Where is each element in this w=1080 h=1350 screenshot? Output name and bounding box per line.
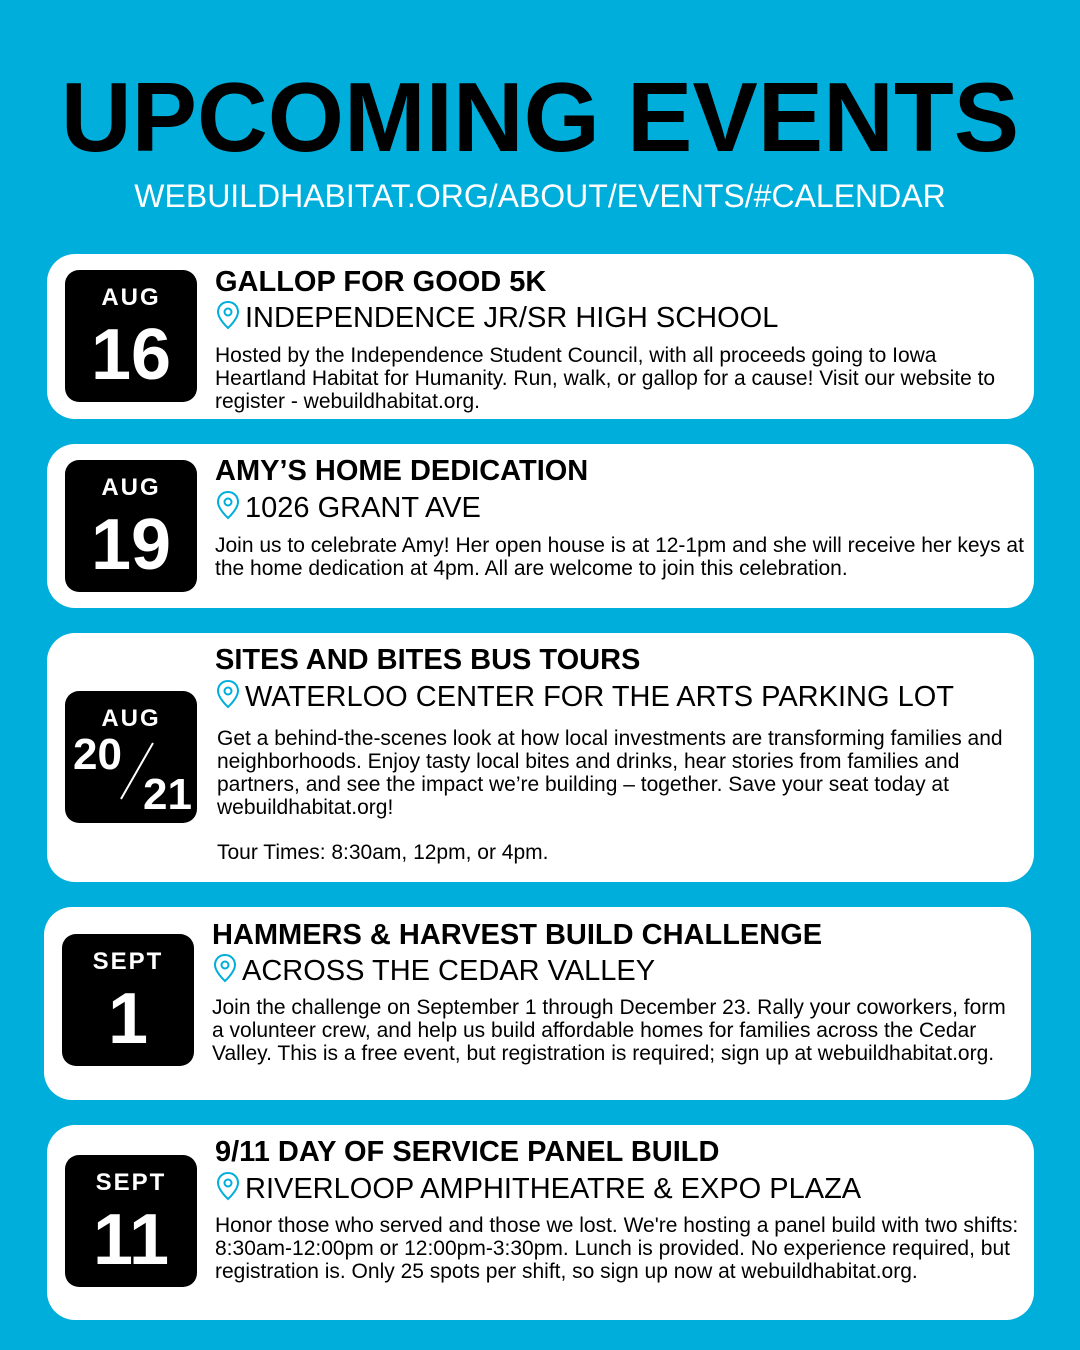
location-pin-icon — [215, 300, 241, 339]
event-card-gallop — [47, 254, 1034, 419]
date-badge — [65, 270, 197, 402]
date-day: 1 — [107, 979, 149, 1059]
page-title: UPCOMING EVENTS — [60, 62, 1020, 172]
event-description: Honor those who served and those we lost. We're hosting a panel build with two shifts: 8:30am-12:00pm or 12:00pm-3:30pm. Lunch is provided. No experience required, but registration is. Only 25 spots per shift, so sign up now at webuildhabitat.org. — [215, 1214, 1019, 1283]
tour-times: Tour Times: 8:30am, 12pm, or 4pm. — [217, 841, 549, 864]
date-day-end: 21 — [143, 770, 192, 819]
date-month: AUG — [101, 474, 161, 501]
event-location-text: ACROSS THE CEDAR VALLEY — [242, 955, 656, 987]
date-day: 19 — [90, 505, 172, 585]
event-title: SITES AND BITES BUS TOURS — [215, 644, 641, 676]
event-title: AMY’S HOME DEDICATION — [215, 455, 589, 487]
event-location-text: INDEPENDENCE JR/SR HIGH SCHOOL — [245, 302, 779, 334]
event-title: HAMMERS & HARVEST BUILD CHALLENGE — [212, 919, 823, 951]
event-card-sites-bites — [47, 633, 1034, 882]
events-url[interactable]: WEBUILDHABITAT.ORG/ABOUT/EVENTS/#CALENDAR — [134, 178, 946, 214]
date-badge — [65, 460, 197, 592]
date-day: 16 — [90, 315, 172, 395]
event-location-text: WATERLOO CENTER FOR THE ARTS PARKING LOT — [245, 681, 954, 713]
event-description: Join the challenge on September 1 through December 23. Rally your coworkers, form a volunteer crew, and help us build affordable homes for families across the Cedar Valley. This is a free event, but registration is required; sign up at webuildhabitat.org. — [212, 996, 1006, 1065]
event-location — [215, 300, 778, 339]
event-location-text: 1026 GRANT AVE — [245, 492, 481, 524]
event-description: Hosted by the Independence Student Council, with all proceeds going to Iowa Heartland Habitat for Humanity. Run, walk, or gallop for a cause! Visit our website to register - webuildhabitat.org. — [215, 344, 996, 413]
location-pin-icon — [212, 953, 238, 992]
date-month: SEPT — [92, 948, 164, 975]
date-day: 11 — [92, 1200, 170, 1280]
event-title: 9/11 DAY OF SERVICE PANEL BUILD — [215, 1136, 720, 1168]
event-card-911-service — [47, 1125, 1034, 1320]
location-pin-icon — [215, 1171, 241, 1210]
event-location — [212, 953, 655, 992]
date-month: SEPT — [95, 1169, 167, 1196]
date-month: AUG — [101, 284, 161, 311]
event-card-hammers-harvest — [44, 907, 1031, 1100]
event-description: Get a behind-the-scenes look at how local investments are transforming families and neighborhoods. Enjoy tasty local bites and drinks, hear stories from families and partners, and see the impact we’re building – together. Save your seat today at webuildhabitat.org! — [217, 727, 1003, 819]
event-location — [215, 1171, 861, 1210]
location-pin-icon — [215, 490, 241, 529]
date-month: AUG — [101, 705, 161, 732]
event-title: GALLOP FOR GOOD 5K — [215, 266, 547, 298]
event-location-text: RIVERLOOP AMPHITHEATRE & EXPO PLAZA — [245, 1173, 862, 1205]
location-pin-icon — [215, 679, 241, 718]
event-location — [215, 679, 954, 718]
date-badge — [65, 1155, 197, 1287]
event-card-amy — [47, 444, 1034, 608]
date-day-start: 20 — [73, 730, 122, 779]
date-badge — [65, 691, 197, 823]
event-description: Join us to celebrate Amy! Her open house is at 12-1pm and she will receive her keys at the home dedication at 4pm. All are welcome to join this celebration. — [215, 534, 1024, 580]
event-location — [215, 490, 481, 529]
date-badge — [62, 934, 194, 1066]
